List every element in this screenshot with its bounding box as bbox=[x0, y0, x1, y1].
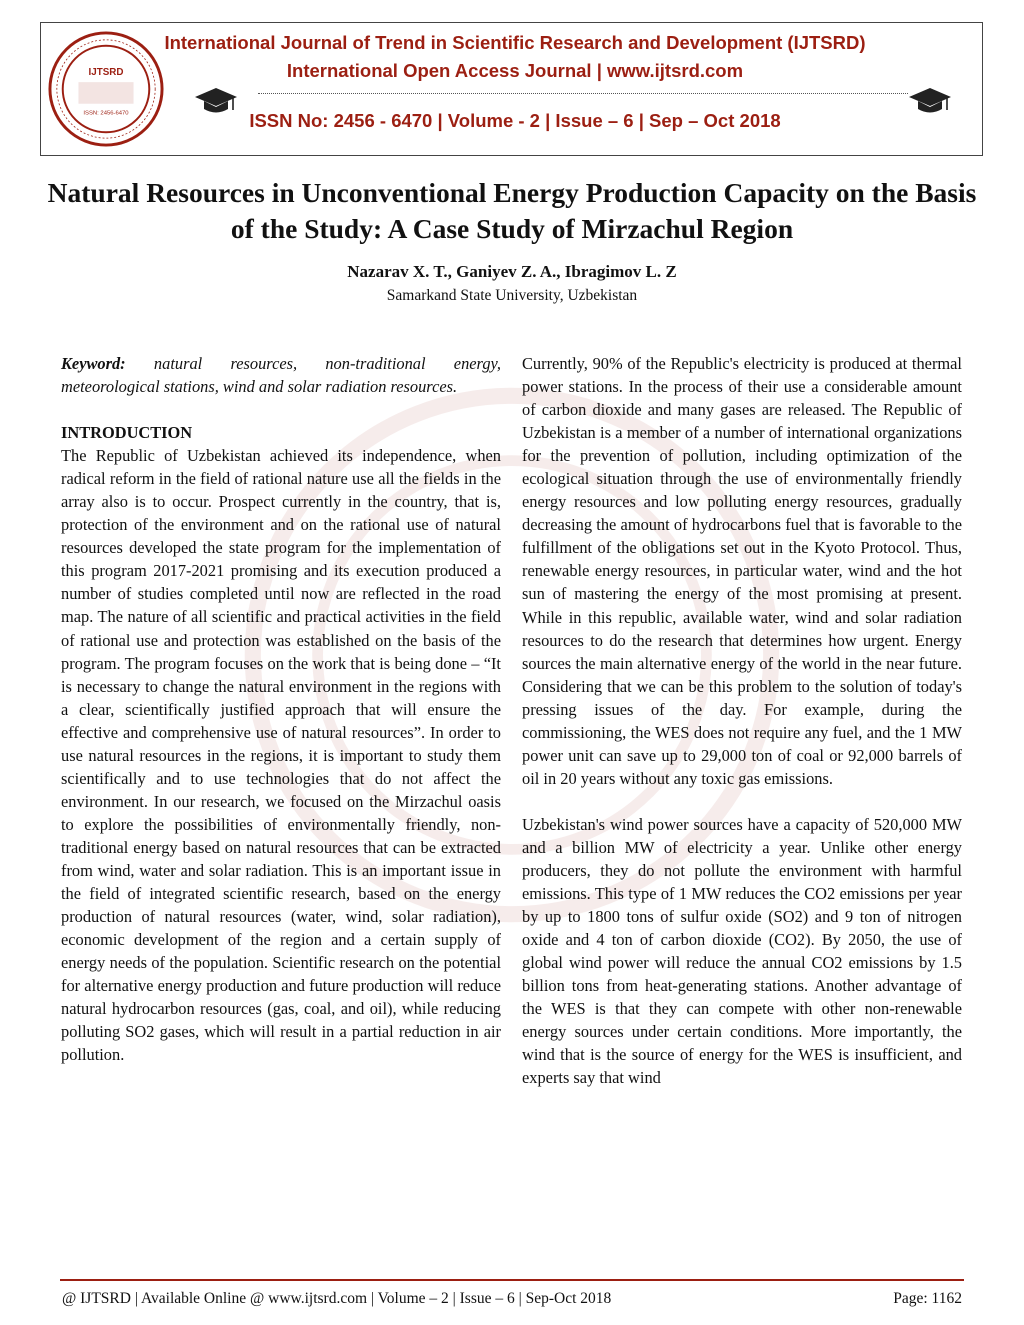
header-divider bbox=[258, 93, 908, 94]
body-paragraph-2: Uzbekistan's wind power sources have a capacity of 520,000 MW and a billion MW of electricity a year. Unlike other energy producers, they do not pollute the environment with harmful emissions. This type of 1 MW reduces the CO2 emissions per year by up to 1800 tons of sulfur oxide (SO2) and 9 ton of nitrogen oxide and 4 ton of carbon dioxide (CO2). By 2050, the use of global wind power will reduce the annual CO2 emissions by 1.5 billion tons from heat-generating stations. Another advantage of the WES is that they can compete with other non-renewable energy sources under certain conditions. More importantly, the wind that is the source of energy for the WES is insufficient, and experts say that wind bbox=[522, 814, 962, 1088]
journal-name: International Journal of Trend in Scientific Research and Development (IJTSRD) bbox=[164, 32, 866, 53]
section-heading-introduction: INTRODUCTION bbox=[61, 423, 193, 443]
paper-authors: Nazarav X. T., Ganiyev Z. A., Ibragimov L. Z bbox=[347, 262, 677, 281]
body-paragraph-1: Currently, 90% of the Republic's electricity is produced at thermal power stations. In the process of their use a considerable amount of carbon dioxide and many gases are released. The Republic of Uzbekistan is a member of a number of international organizations for the prevention of pollution, including optimization of the ecological situation through the use of environmentally friendly energy resources and low polluting energy resources, gradually decreasing the amount of hydrocarbons fuel that is favorable to the fulfillment of the obligations set out in the Kyoto Protocol. Thus, renewable energy resources, in particular water, wind and the hot sun of mastering the energy of the most promising at present. While in this republic, available water, wind and solar radiation resources to do the research that determines how urgent. Energy sources the main alternative energy of the world in the near future. Considering that we can be this problem to the solution of today's pressing issues of the day. For example, during the commissioning, the WES does not require any fuel, and the 1 MW power unit can save up to 29,000 ton of coal or 92,000 barrels of oil in 20 years without any toxic gas emissions. bbox=[522, 354, 962, 788]
keyword-label: Keyword: bbox=[61, 354, 126, 373]
keyword-text: natural resources, non-traditional energy, meteorological stations, wind and solar radiation resources. bbox=[61, 354, 501, 397]
journal-issn-line: ISSN No: 2456 - 6470 | Volume - 2 | Issue – 6 | Sep – Oct 2018 bbox=[249, 110, 781, 131]
journal-access-line: International Open Access Journal | www.ijtsrd.com bbox=[286, 60, 744, 81]
graduation-cap-icon bbox=[194, 86, 238, 116]
paper-title: Natural Resources in Unconventional Energy Production Capacity on the Basis of the Study: A Case Study of Mirzachul Region bbox=[47, 177, 977, 244]
graduation-cap-icon bbox=[908, 86, 952, 116]
paper-affiliation: Samarkand State University, Uzbekistan bbox=[386, 287, 638, 304]
page-number: Page: 1162 bbox=[893, 1290, 962, 1307]
right-column bbox=[522, 352, 962, 1089]
introduction-paragraph: The Republic of Uzbekistan achieved its independence, when radical reform in the field of rational nature use all the fields in the array also is to occur. Prospect currently in the country, that is, protection of the environment and on the rational use of natural resources developed the state program for the implementation of this program 2017-2021 promising and its execution produced a number of studies completed until now are reflected in the road map. The nature of all scientific and practical activities in the field of rational use and protection was established on the basis of the program. The program focuses on the work that is being done – “It is necessary to change the natural environment in the regions with a clear, scientifically justified approach that will ensure the effective and comprehensive use of natural resources”. In order to use natural resources in the regions, it is important to study them scientifically and to use technologies that do not affect the environment. In our research, we focused on the Mirzachul oasis to explore the possibilities of environmentally friendly, non-traditional energy based on natural resources that can be extracted from wind, water and solar radiation. This is an important issue in the field of integrated scientific research, based on the energy production of natural resources (water, wind, solar radiation), economic development of the region and a certain supply of energy needs of the population. Scientific research on the potential for alternative energy production and future production will reduce natural hydrocarbon resources (gas, coal, and oil), while reducing polluting SO2 gases, which will result in a partial reduction in air pollution. bbox=[61, 446, 501, 1065]
footer-info: @ IJTSRD | Available Online @ www.ijtsrd.com | Volume – 2 | Issue – 6 | Sep-Oct 2018 bbox=[62, 1290, 612, 1307]
left-column bbox=[61, 352, 501, 1066]
keywords bbox=[61, 352, 501, 398]
logo-issn: ISSN: 2456-6470 bbox=[83, 110, 129, 117]
logo-text: IJTSRD bbox=[88, 67, 124, 79]
footer-rule bbox=[60, 1279, 964, 1281]
page-footer bbox=[62, 1290, 962, 1308]
